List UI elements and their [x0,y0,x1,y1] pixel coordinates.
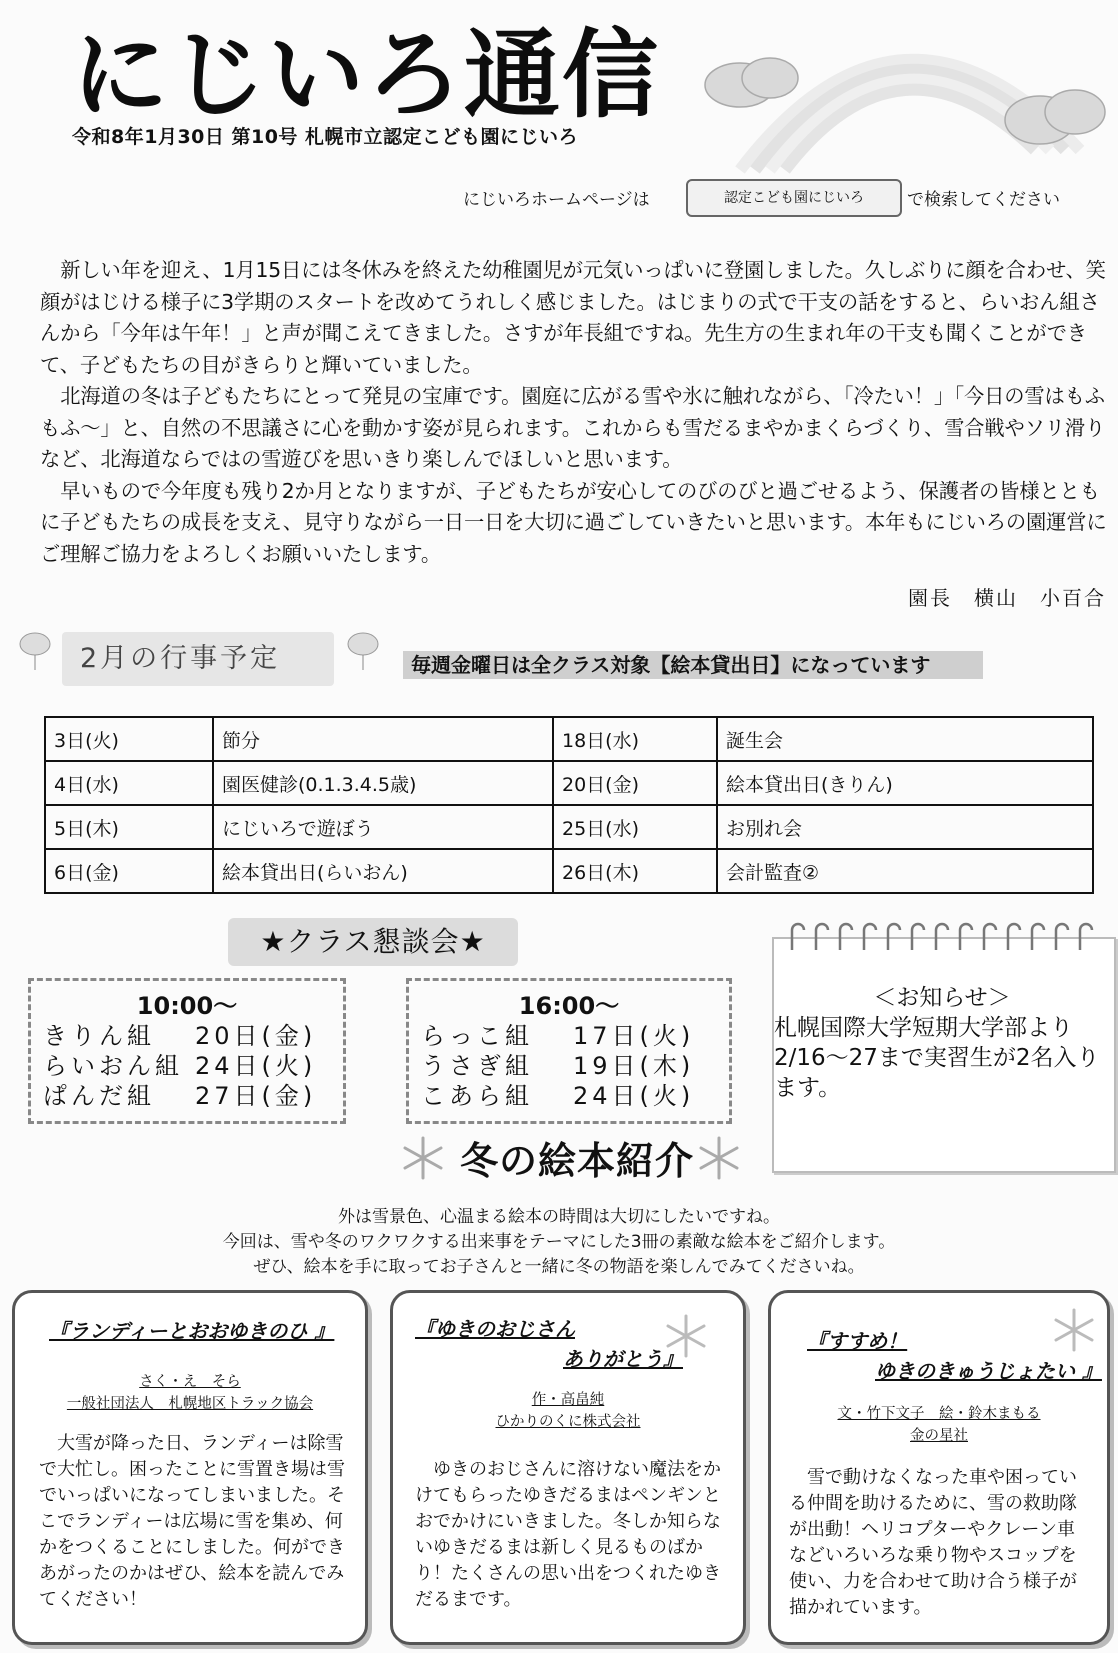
event-date: 3日(火) [45,717,213,761]
rainbow-illustration [700,0,1118,190]
meeting-time: 10:00～ [136,992,238,1020]
event-date: 4日(水) [45,761,213,805]
event-name: 絵本貸出日(らいおん) [213,849,553,893]
notice-title: ＜お知らせ＞ [873,985,1011,1011]
book-publisher: 一般社団法人 札幌地区トラック協会 [66,1396,314,1412]
book-title: 『ゆきのおじさん [415,1317,575,1341]
winter-books-intro [0,1205,1118,1280]
list-item [43,1051,343,1081]
table-row [45,717,1093,761]
event-name: 絵本貸出日(きりん) [717,761,1093,805]
balloon-icon [18,630,52,670]
meeting-date: 17日(火) [573,1022,695,1050]
book-summary: ゆきのおじさんに溶けない魔法をかけてもらったゆきだるまはペンギンとおでかけにいきました。冬しか知らないゆきだるまは新しく見るものばかり！たくさんの思い出をつくれたゆきだるまです。 [415,1459,721,1610]
event-name: お別れ会 [717,805,1093,849]
event-date: 5日(木) [45,805,213,849]
book-title: 『すすめ！ [807,1329,908,1353]
afternoon-meeting-box [406,978,732,1124]
book-card [768,1290,1110,1645]
class-meeting-heading: ★クラス懇談会★ [228,918,518,966]
notepad-rings-icon [782,920,1102,956]
meeting-date: 19日(木) [573,1052,695,1080]
meeting-date: 27日(金) [195,1082,317,1110]
principal-signature: 園長 横山 小百合 [908,586,1106,610]
class-name: らっこ組 [421,1022,533,1050]
list-item [43,1081,343,1111]
message-paragraph: 北海道の冬は子どもたちにとって発見の宝庫です。園庭に広がる雪や氷に触れながら、「冷たい！」「今日の雪はもふもふ～」と、自然の不思議さに心を動かす姿が見られます。これからも雪だるまやかまくらづくり、雪合戦やソリ滑りなど、北海道ならではの雪遊びを思いきり楽しんでほしいと思います。 [40,384,1106,471]
book-publisher: ひかりのくに株式会社 [495,1414,641,1430]
event-date: 6日(金) [45,849,213,893]
event-name: 園医健診(0.1.3.4.5歳) [213,761,553,805]
meeting-date: 24日(火) [573,1082,695,1110]
homepage-search-box: 認定こども園にじいろ [686,179,902,217]
intro-line: 今回は、雪や冬のワクワクする出来事をテーマにした3冊の素敵な絵本をご紹介します。 [222,1232,896,1252]
list-item [421,1051,729,1081]
snowflake-icon [400,1135,446,1181]
winter-books-heading: 冬の絵本紹介 [460,1139,695,1183]
book-author: さく・え そら [139,1374,241,1390]
event-date: 18日(水) [553,717,717,761]
event-name: 節分 [213,717,553,761]
message-paragraph: 新しい年を迎え、1月15日には冬休みを終えた幼稚園児が元気いっぱいに登園しました。久しぶりに顔を合わせ、笑顔がはじける様子に3学期のスタートを改めてうれしく感じました。はじまりの式で干支の話をすると、らいおん組さんから「今年は午年！」と声が聞こえてきました。さすが年長組ですね。先生方の生まれ年の干支も聞くことができて、子どもたちの目がきらりと輝いていました。 [40,258,1106,377]
snowflake-icon [696,1135,742,1181]
book-summary: 雪で動けなくなった車や困っている仲間を助けるために、雪の救助隊が出動！ヘリコプターやクレーン車などいろいろな乗り物やスコップを使い、力を合わせて助け合う様子が描かれています。 [789,1467,1077,1618]
newsletter-title: にじいろ通信 [72,19,660,131]
book-publisher: 金の星社 [910,1428,968,1444]
meeting-date: 24日(火) [195,1052,317,1080]
book-author: 作・高畠純 [531,1392,605,1408]
book-summary: 大雪が降った日、ランディーは除雪で大忙し。困ったことに雪置き場は雪でいっぱいになってしまいました。そこでランディーは広場に雪を集め、何かをつくることにしました。何ができあがったのかはぜひ、絵本を読んでみてください！ [39,1433,345,1610]
book-lending-notice: 毎週金曜日は全クラス対象【絵本貸出日】になっています [403,651,983,679]
event-name: 会計監査② [717,849,1093,893]
issue-line: 令和8年1月30日 第10号 札幌市立認定こども園にじいろ [72,126,579,148]
class-name: うさぎ組 [421,1052,533,1080]
book-title-line2: ありがとう』 [563,1347,683,1371]
intro-line: 外は雪景色、心温まる絵本の時間は大切にしたいですね。 [338,1207,780,1227]
book-card [390,1290,746,1645]
class-name: こあら組 [421,1082,533,1110]
morning-meeting-box [28,978,346,1124]
principal-message [40,255,1108,570]
class-name: きりん組 [43,1022,155,1050]
book-card [12,1290,368,1645]
event-date: 26日(木) [553,849,717,893]
book-title: 『ランディーとおおゆきのひ 』 [49,1319,335,1343]
events-table [44,716,1094,894]
table-row [45,849,1093,893]
class-name: らいおん組 [43,1052,183,1080]
homepage-search-instruction: で検索してください [907,190,1060,210]
message-paragraph: 早いもので今年度も残り2か月となりますが、子どもたちが安心してのびのびと過ごせるよう、保護者の皆様とともに子どもたちの成長を支え、見守りながら一日一日を大切に過ごしていきたいと思います。本年もにじいろの園運営にご理解ご協力をよろしくお願いいたします。 [40,478,1107,566]
homepage-label: にじいろホームページは [463,190,650,210]
table-row [45,805,1093,849]
events-heading: 2月の行事予定 [62,632,334,686]
table-row [45,761,1093,805]
event-name: にじいろで遊ぼう [213,805,553,849]
event-date: 25日(水) [553,805,717,849]
snowflake-icon [1051,1307,1097,1353]
meeting-time: 16:00～ [518,992,620,1020]
balloon-icon [346,630,380,670]
meeting-date: 20日(金) [195,1022,317,1050]
intro-line: ぜひ、絵本を手に取ってお子さんと一緒に冬の物語を楽しんでみてくださいね。 [253,1257,865,1277]
event-date: 20日(金) [553,761,717,805]
book-author: 文・竹下文子 絵・鈴木まもる [837,1406,1041,1422]
list-item [43,1021,343,1051]
book-title-line2: ゆきのきゅうじょたい 』 [875,1359,1102,1383]
class-name: ぱんだ組 [43,1082,155,1110]
list-item [421,1021,729,1051]
event-name: 誕生会 [717,717,1093,761]
list-item [421,1081,729,1111]
notice-content [774,983,1110,1103]
notice-body: 札幌国際大学短期大学部より2/16～27まで実習生が2名入ります。 [774,1015,1100,1101]
